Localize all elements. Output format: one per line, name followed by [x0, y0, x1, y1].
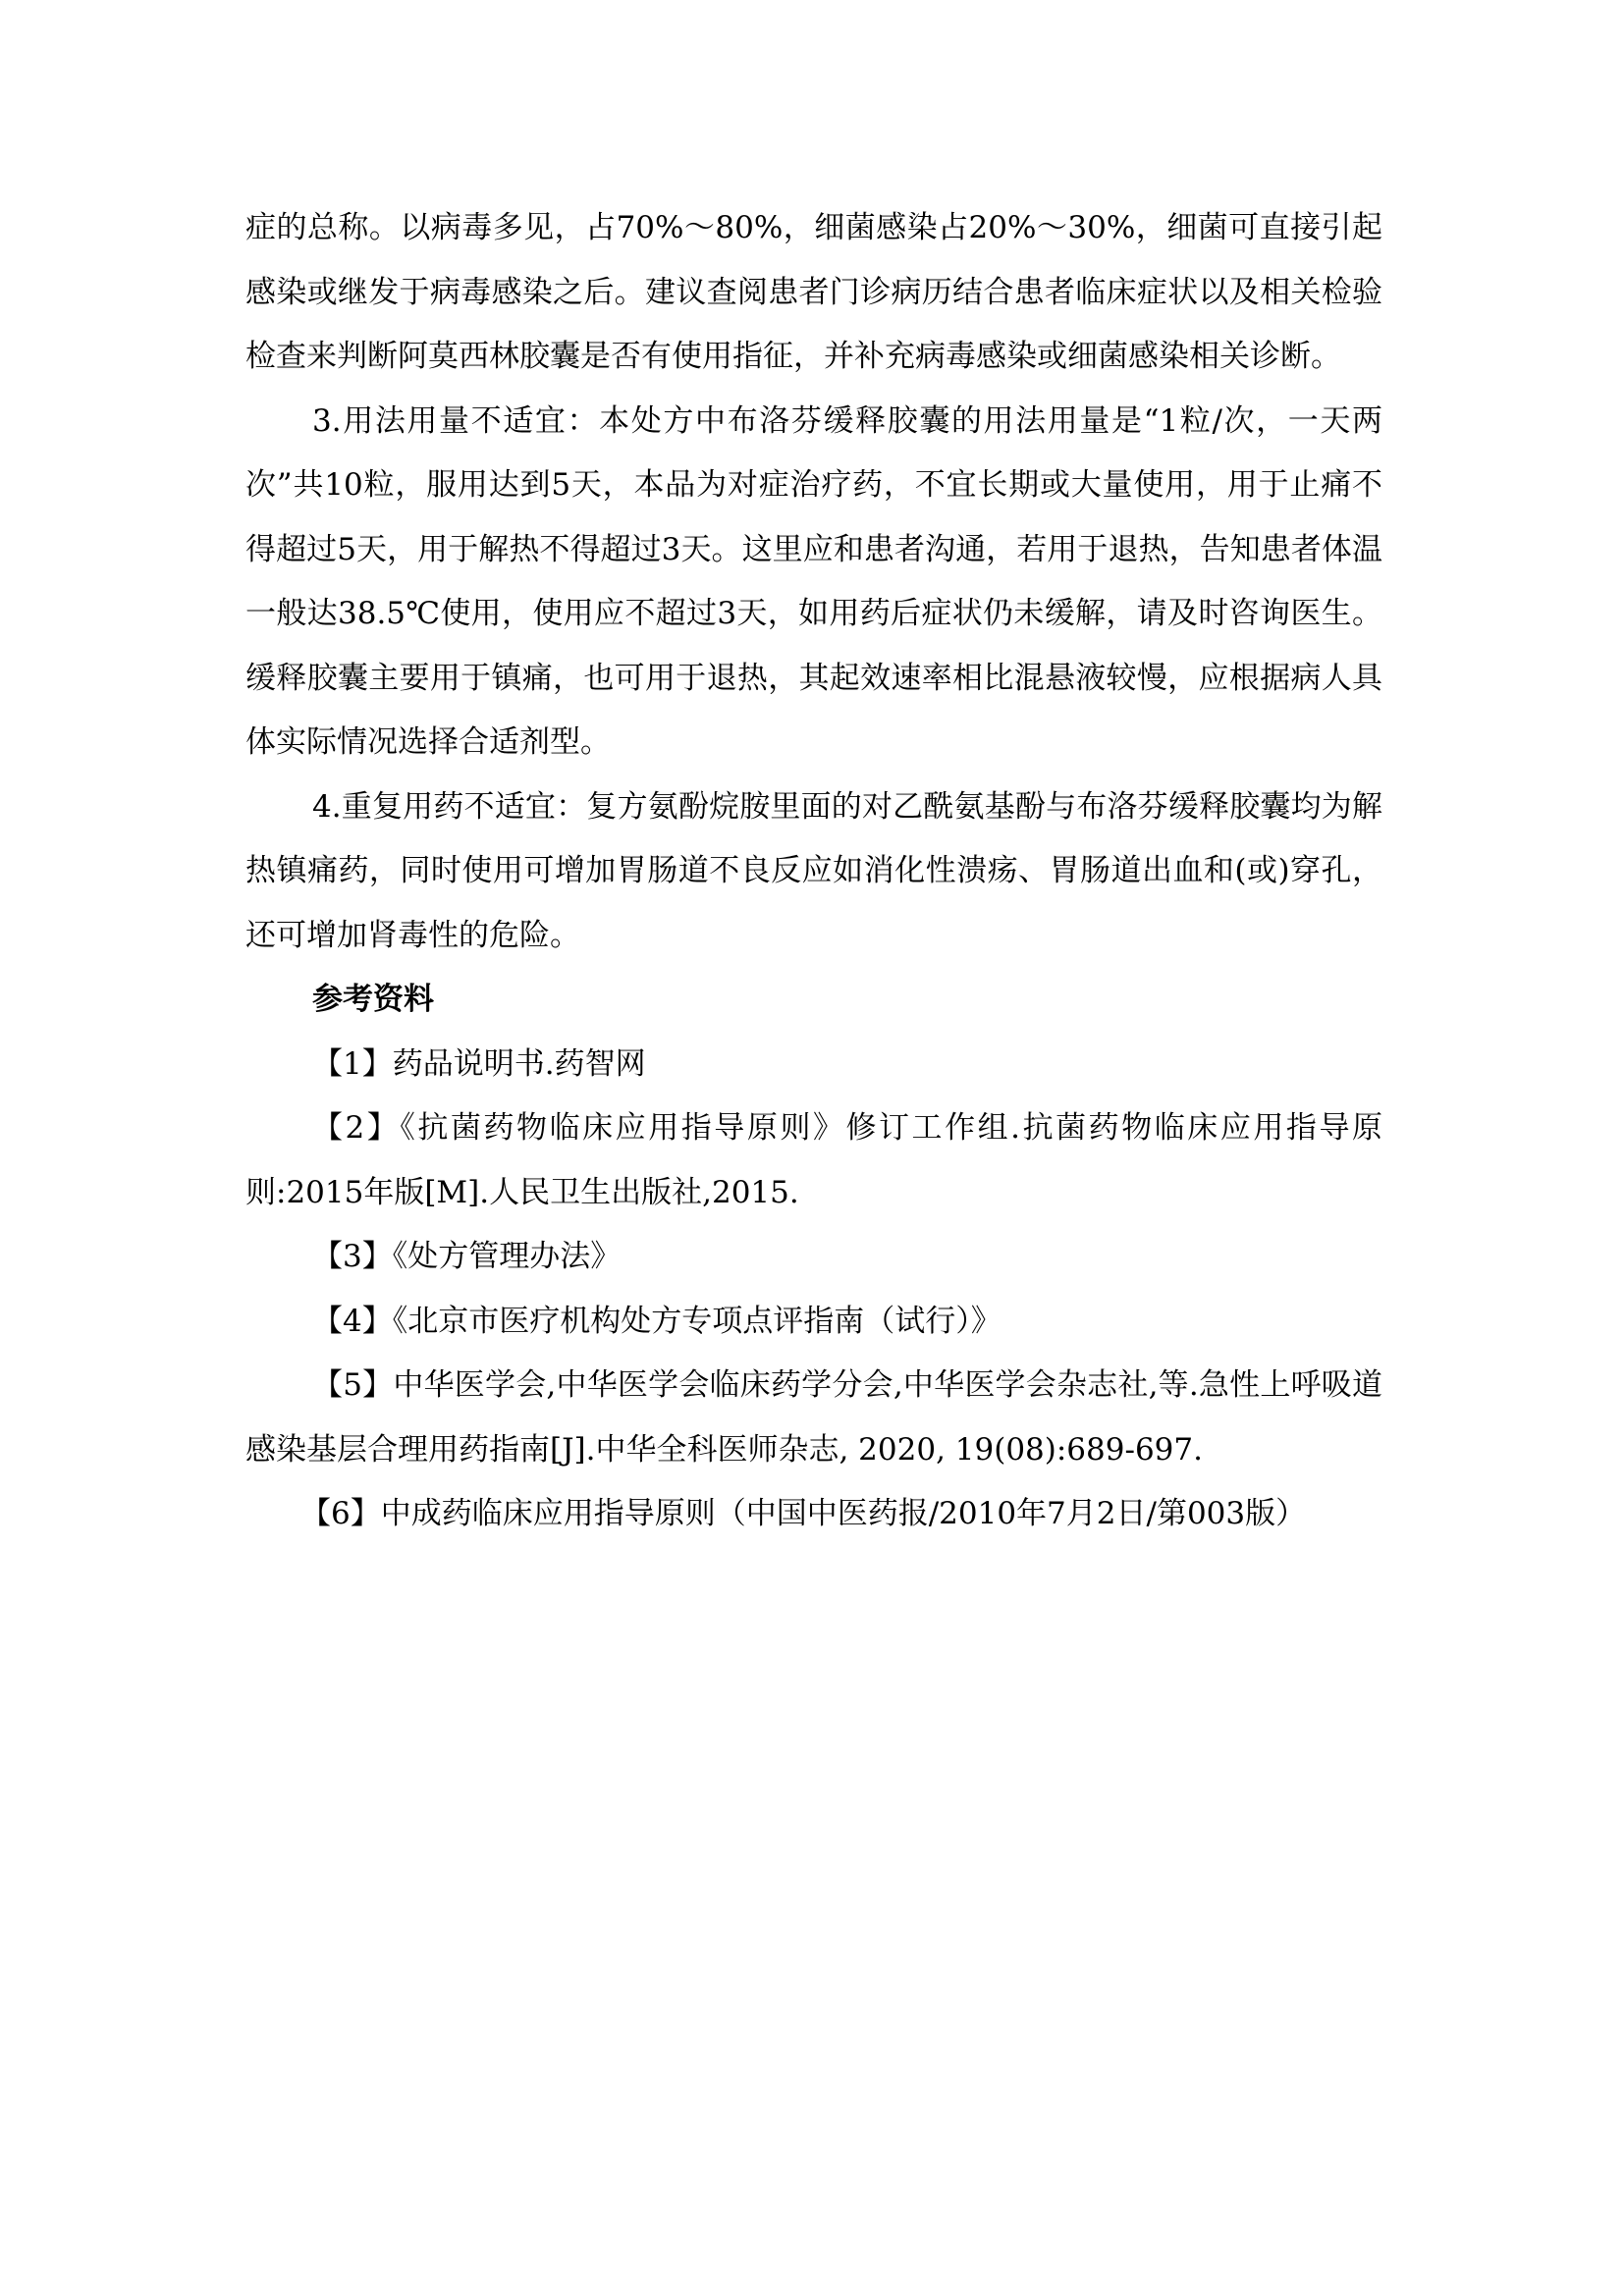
- reference-item-3: 【3】《处方管理办法》: [312, 1239, 622, 1274]
- reference-item-1: 【1】药品说明书.药智网: [312, 1045, 646, 1082]
- paragraph-duplicate-medication: 4.重复用药不适宜：复方氨酚烷胺里面的对乙酰氨基酚与布洛芬缓释胶囊均为解热镇痛药，同时使用可增加胃肠道不良反应如消化性溃疡、胃肠道出血和(或)穿孔，还可增加肾毒性的危险。: [245, 788, 1382, 953]
- paragraph-diagnosis-note: 症的总称。以病毒多见，占70%～80%，细菌感染占20%～30%，细菌可直接引起感染或继发于病毒感染之后。建议查阅患者门诊病历结合患者临床症状以及相关检验检查来判断阿莫西林胶囊是否有使用指征，并补充病毒感染或细菌感染相关诊断。: [245, 210, 1382, 374]
- reference-item-6: 【6】中成药临床应用指导原则（中国中医药报/2010年7月2日/第003版）: [300, 1496, 1307, 1531]
- reference-item-4: 【4】《北京市医疗机构处方专项点评指南（试行）》: [312, 1303, 1001, 1339]
- reference-item-5: 【5】中华医学会,中华医学会临床药学分会,中华医学会杂志社,等.急性上呼吸道感染基层合理用药指南[J].中华全科医师杂志, 2020, 19(08):689-697.: [245, 1367, 1382, 1468]
- document-body: [245, 196, 1382, 1547]
- paragraph-dosage-issue: 3.用法用量不适宜：本处方中布洛芬缓释胶囊的用法用量是“1粒/次，一天两次”共10粒，服用达到5天，本品为对症治疗药，不宜长期或大量使用，用于止痛不得超过5天，用于解热不得超过3天。这里应和患者沟通，若用于退热，告知患者体温一般达38.5℃使用，使用应不超过3天，如用药后症状仍未缓解，请及时咨询医生。缓释胶囊主要用于镇痛，也可用于退热，其起效速率相比混悬液较慢，应根据病人具体实际情况选择合适剂型。: [245, 402, 1382, 760]
- references-heading: 参考资料: [312, 982, 434, 1017]
- reference-item-2: 【2】《抗菌药物临床应用指导原则》修订工作组.抗菌药物临床应用指导原则:2015年版[M].人民卫生出版社,2015.: [245, 1110, 1382, 1210]
